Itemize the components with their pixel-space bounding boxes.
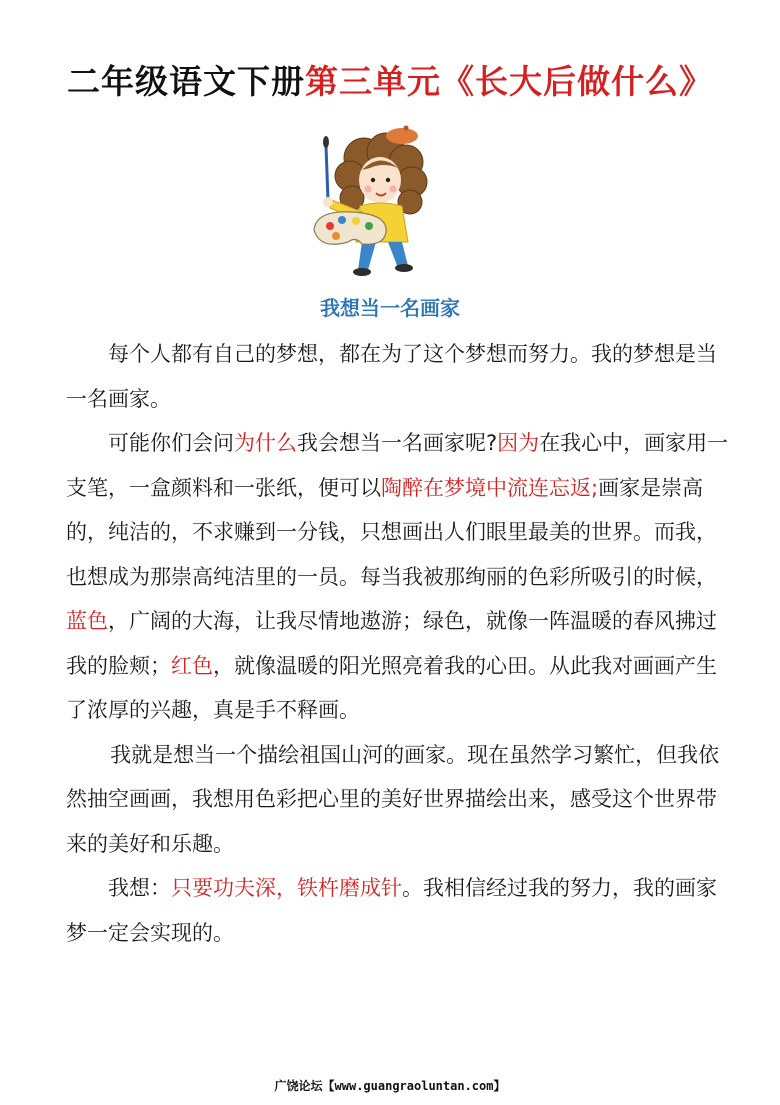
page-title xyxy=(0,56,780,103)
footer-site-name: 广饶论坛 xyxy=(274,1079,323,1093)
footer xyxy=(0,1077,780,1094)
paragraph-text: 画家是崇高的，纯洁的，不求赚到一分钱，只想画出人们眼里最美的世界。而我，也想成为那崇高纯洁里的一员。每当我被那绚丽的色彩所吸引的时候， xyxy=(66,475,717,589)
paragraph-text: ，就像温暖的阳光照亮着我的心田。从此我对画画产生了浓厚的兴趣，真是手不释画。 xyxy=(66,653,717,722)
essay-paragraph xyxy=(66,332,730,421)
highlighted-phrase: 陶醉在梦境中流连忘返; xyxy=(381,475,599,500)
highlighted-phrase: 蓝色 xyxy=(66,609,108,633)
highlighted-phrase: 因为 xyxy=(497,431,540,455)
essay-paragraph xyxy=(66,733,730,867)
essay-paragraph xyxy=(66,421,730,733)
footer-url: 【www.guangraoluntan.com】 xyxy=(322,1079,506,1093)
paragraph-text: ，广阔的大海，让我尽情地遨游；绿色，就像一阵温暖的春风拂过我的脸颊； xyxy=(66,609,717,678)
highlighted-phrase: 为什么 xyxy=(234,431,297,455)
paragraph-text: 我会想当一名画家呢? xyxy=(297,431,498,455)
title-unit-part: 第三单元《长大后做什么》 xyxy=(305,62,713,101)
paragraph-text: 每个人都有自己的梦想，都在为了这个梦想而努力。我的梦想是当一名画家。 xyxy=(66,342,717,411)
essay-body xyxy=(66,332,730,955)
paragraph-text: 在我心中，画家用一支笔，一盒颜料和一张纸，便可以 xyxy=(66,431,729,500)
highlighted-phrase: 只要功夫深，铁杵磨成针 xyxy=(171,876,402,900)
essay-title: 我想当一名画家 xyxy=(320,296,460,320)
title-grade-part: 二年级语文下册 xyxy=(67,62,305,101)
paragraph-text: 可能你们会问 xyxy=(108,431,234,455)
girl-painter-icon xyxy=(306,118,438,278)
essay-paragraph xyxy=(66,866,730,955)
paragraph-text: 我就是想当一个描绘祖国山河的画家。现在虽然学习繁忙，但我依然抽空画画，我想用色彩把心里的美好世界描绘出来，感受这个世界带来的美好和乐趣。 xyxy=(66,742,720,856)
paragraph-text: 我想： xyxy=(108,876,171,900)
paragraph-text: 。我相信经过我的努力，我的画家梦一定会实现的。 xyxy=(66,876,717,945)
highlighted-phrase: 红色 xyxy=(171,653,213,678)
